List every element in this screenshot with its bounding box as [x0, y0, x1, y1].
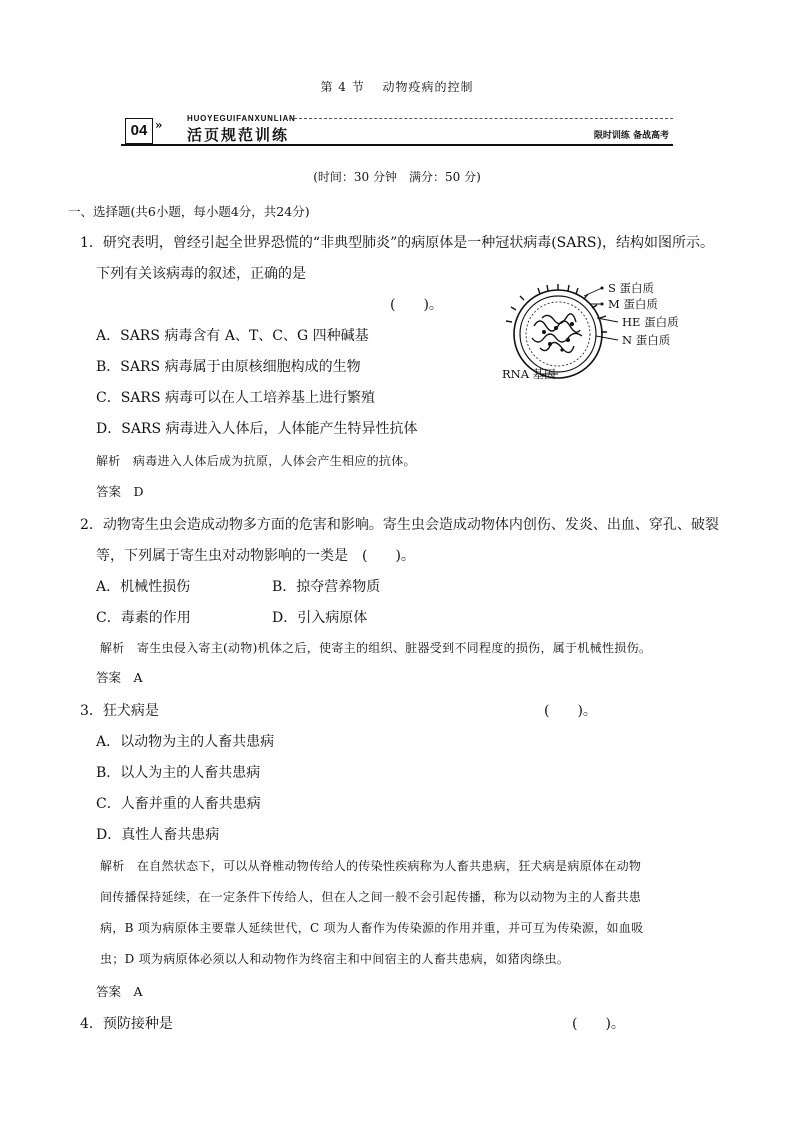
q3-option-a: A．以动物为主的人畜共患病 — [96, 734, 275, 750]
q4-bracket: ( )。 — [572, 1016, 625, 1032]
q2-explanation: 解析 寄生虫侵入寄主(动物)机体之后，使寄主的组织、脏器受到不同程度的损伤，属于机械性损伤。 — [100, 641, 652, 655]
q2-option-c: C．毒素的作用 — [96, 610, 191, 626]
q3-explanation-line2: 间传播保持延续，在一定条件下传给人，但在人之间一般不会引起传播，称为以动物为主的人畜共患 — [100, 890, 642, 904]
q3-explanation-line1: 解析 在自然状态下，可以从脊椎动物传给人的传染性疾病称为人畜共患病，狂犬病是病原体在动物 — [100, 859, 642, 873]
q1-option-a: A．SARS 病毒含有 A、T、C、G 四种碱基 — [96, 328, 369, 344]
q3-option-b: B．以人为主的人畜共患病 — [96, 765, 261, 781]
diagram-label-m-protein: M 蛋白质 — [608, 297, 658, 311]
section-banner — [121, 114, 673, 146]
q3-answer: 答案 A — [96, 984, 143, 999]
q3-bracket: ( )。 — [544, 703, 597, 719]
diagram-label-s-protein: S 蛋白质 — [608, 282, 655, 295]
q2-answer: 答案 A — [96, 670, 143, 685]
sars-virus-diagram — [500, 282, 700, 382]
banner-rule — [121, 144, 673, 146]
banner-name: 活页规范训练 — [187, 126, 290, 144]
diagram-label-he-protein: HE 蛋白质 — [622, 315, 679, 329]
q3-explanation-line4: 虫；D 项为病原体必须以人和动物作为终宿主和中间宿主的人畜共患病，如猪肉绦虫。 — [100, 952, 570, 966]
chevron-right-icon: » — [155, 118, 163, 132]
section-heading: 一、选择题(共6小题，每小题4分，共24分) — [68, 204, 310, 219]
q1-explanation: 解析 病毒进入人体后成为抗原，人体会产生相应的抗体。 — [96, 454, 416, 468]
time-info: (时间：30 分钟 满分：50 分) — [313, 170, 481, 184]
q1-option-d: D．SARS 病毒进入人体后，人体能产生特异性抗体 — [96, 421, 418, 437]
page-title: 第 4 节 动物疫病的控制 — [320, 80, 474, 94]
banner-divider — [289, 118, 673, 119]
q3-option-c: C．人畜并重的人畜共患病 — [96, 796, 261, 812]
q2-option-d: D．引入病原体 — [272, 610, 368, 626]
q1-answer: 答案 D — [96, 484, 144, 499]
q1-bracket: ( )。 — [390, 297, 443, 313]
q3-option-d: D．真性人畜共患病 — [96, 827, 220, 843]
virus-illustration — [506, 284, 618, 378]
banner-pinyin: HUOYEGUIFANXUNLIAN — [187, 114, 296, 123]
q1-stem-line1: 1．研究表明，曾经引起全世界恐慌的“非典型肺炎”的病原体是一种冠状病毒(SARS)，结构如图所示。 — [80, 235, 714, 251]
q2-stem-line2: 等，下列属于寄生虫对动物影响的一类是 ( )。 — [96, 548, 415, 564]
q2-option-a: A．机械性损伤 — [96, 579, 191, 595]
q1-option-b: B．SARS 病毒属于由原核细胞构成的生物 — [96, 359, 361, 375]
diagram-label-n-protein: N 蛋白质 — [622, 333, 671, 347]
q2-option-b: B．掠夺营养物质 — [272, 579, 381, 595]
banner-code: 04 — [125, 118, 153, 144]
q3-explanation-line3: 病，B 项为病原体主要靠人延续世代，C 项为人畜作为传染源的作用并重，并可互为传染源，如血吸 — [100, 921, 644, 935]
q2-stem-line1: 2．动物寄生虫会造成动物多方面的危害和影响。寄生虫会造成动物体内创伤、发炎、出血、穿孔、破裂 — [80, 517, 719, 533]
q1-stem-line2: 下列有关该病毒的叙述，正确的是 — [96, 266, 306, 282]
diagram-label-rna-gene: RNA 基因 — [502, 367, 556, 381]
q3-stem: 3．狂犬病是 — [80, 703, 159, 719]
q4-stem: 4．预防接种是 — [80, 1016, 173, 1032]
q1-option-c: C．SARS 病毒可以在人工培养基上进行繁殖 — [96, 390, 375, 406]
banner-tag: 限时训练 备战高考 — [593, 131, 669, 141]
